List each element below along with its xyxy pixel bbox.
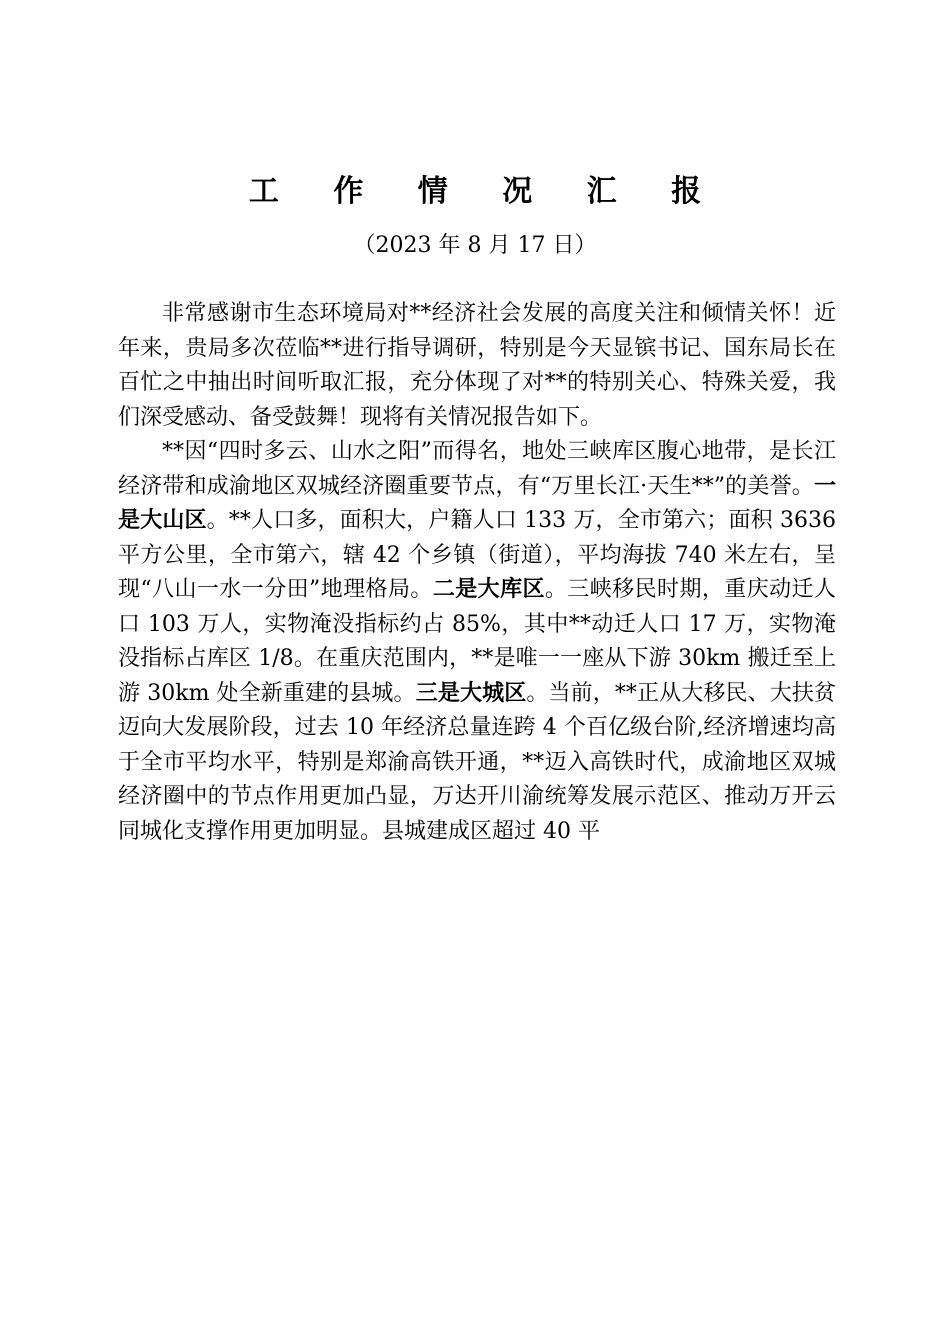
point-2-heading: 二是大库区 <box>432 577 545 602</box>
point-3-heading: 三是大城区 <box>415 680 527 706</box>
paragraph-2 <box>118 435 836 849</box>
document-title: 工 作 情 况 汇 报 <box>248 174 724 209</box>
paragraph-2-intro: **因“四时多云、山水之阳”而得名，地处三峡库区腹心地带，是长江经济带和成渝地区双城经济圈重要节点，有“万里长江·天生**”的美誉。 <box>118 439 836 499</box>
point-2-text: 。三峡移民时期，重庆动迁人口 103 万人，实物淹没指标约占 85%，其中**动迁人口 17 万，实物淹没指标占库区 1/8。在重庆范围内，**是唯一一座从下游 30km 搬迁至上游 30km 处全新重建的县城。 <box>118 577 836 706</box>
document-body <box>118 297 836 849</box>
point-3-text: 。当前，**正从大移民、大扶贫迈向大发展阶段，过去 10 年经济总量连跨 4 个百亿级台阶,经济增速均高于全市平均水平，特别是郑渝高铁开通，**迈入高铁时代，成渝地区双城经济圈中的节点作用更加凸显，万达开川渝统筹发展示范区、推动万开云同城化支撑作用更加明显。县城建成区超过 40 平 <box>118 680 836 844</box>
point-1-heading: 一是大山区 <box>118 473 836 533</box>
document-date: （2023 年 8 月 17 日） <box>353 233 597 258</box>
paragraph-1: 非常感谢市生态环境局对**经济社会发展的高度关注和倾情关怀！近年来，贵局多次莅临**进行指导调研，特别是今天显镔书记、国东局长在百忙之中抽出时间听取汇报，充分体现了对**的特别关心、特殊关爱，我们深受感动、备受鼓舞！现将有关情况报告如下。 <box>118 301 836 430</box>
point-1-text: 。**人口多，面积大，户籍人口 133 万，全市第六；面积 3636 平方公里，全市第六，辖 42 个乡镇（街道），平均海拔 740 米左右，呈现“八山一水一分田”地理格局。 <box>118 508 836 602</box>
